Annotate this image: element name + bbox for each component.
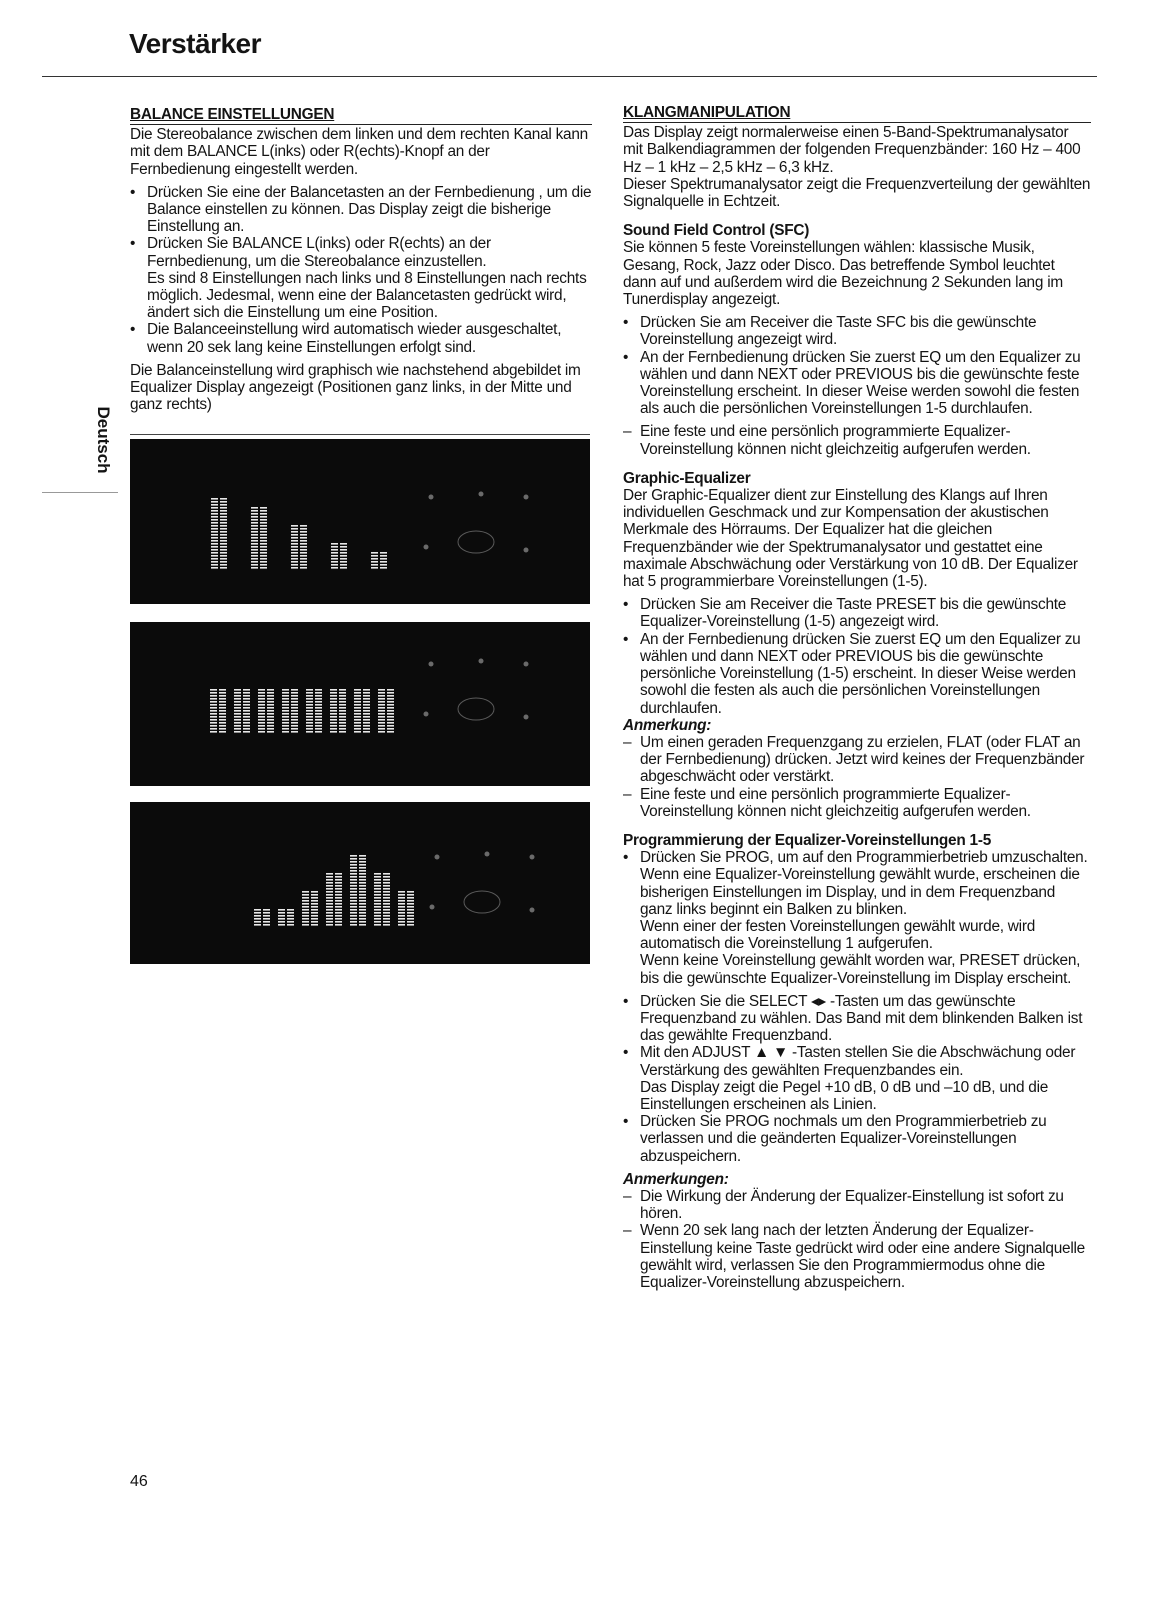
list-item: • Drücken Sie PROG, um auf den Programmierbetrieb umzuschalten. Wenn eine Equalizer-Voreinstellung gewählt wurde, erscheinen die bisherigen Einstellungen im Display, und in dem Frequenzband ganz links beginnt ein Balken zu blinken. Wenn einer der festen Voreinstellungen gewählt wurde, wird automatisch die Voreinstellung 1 aufgerufen. Wenn keine Voreinstellung gewählt worden war, PRESET drücken, bis die gewünschte Equalizer-Voreinstellung im Display erscheint. bbox=[623, 849, 1091, 987]
eq-bar-segment-column bbox=[350, 855, 357, 926]
eq-bar-segment-column bbox=[251, 507, 258, 569]
list-item: • An der Fernbedienung drücken Sie zuerst EQ um den Equalizer zu wählen und dann NEXT oder PREVIOUS bis die gewünschte feste Voreinstellung erscheint. In dieser Weise werden sowohl die festen als auch die persönlichen Voreinstellungen 1-5 durchlaufen. bbox=[623, 349, 1091, 418]
language-tab bbox=[86, 400, 120, 480]
display-panel-center bbox=[130, 622, 590, 786]
sfc-note-list bbox=[623, 423, 1091, 457]
sfc-symbol-icons bbox=[424, 659, 529, 721]
geq-paragraph: Der Graphic-Equalizer dient zur Einstellung des Klangs auf Ihren individuellen Geschmack und zur Kompensation der akustischen Merkmale des Hörraums. Der Equalizer hat die gleichen Frequenzbänder wie der Spektrumanalysator und gestattet eine maximale Abschwächung oder Verstärkung von 10 dB. Der Equalizer hat 5 programmierbare Voreinstellungen (1-5). bbox=[623, 487, 1078, 591]
sfc-symbol-icons bbox=[430, 852, 535, 914]
eq-bar-segment-column bbox=[254, 909, 261, 926]
eq-bar-segment-column bbox=[267, 689, 274, 733]
eq-bar-segment-column bbox=[407, 891, 414, 926]
eq-bar-segment-column bbox=[383, 873, 390, 926]
language-label: Deutsch bbox=[94, 406, 113, 474]
balance-graphic-text: Die Balanceinstellung wird graphisch wie nachstehend abgebildet im Equalizer Display angezeigt (Positionen ganz links, in der Mitte und ganz rechts) bbox=[130, 361, 581, 414]
list-item: • Die Balanceeinstellung wird automatisch wieder ausgeschaltet, wenn 20 sek lang keine Einstellungen erfolgt sind. bbox=[130, 321, 592, 355]
geq-heading: Graphic-Equalizer bbox=[623, 469, 751, 487]
prog-bullet-list-2 bbox=[623, 993, 1091, 1165]
notes-list bbox=[623, 1188, 1091, 1291]
eq-bar-segment-column bbox=[311, 891, 318, 926]
eq-bar-segment-column bbox=[234, 689, 241, 733]
eq-bar-segment-column bbox=[335, 873, 342, 926]
display-panel-left bbox=[130, 439, 590, 604]
balance-bullet-list bbox=[130, 184, 592, 356]
list-item: – Wenn 20 sek lang nach der letzten Änderung der Equalizer-Einstellung keine Taste gedrückt wird oder eine andere Signalquelle gewählt wird, verlassen Sie den Programmiermodus ohne die Equalizer-Voreinstellung abzuspeichern. bbox=[623, 1222, 1091, 1291]
geq-bullet-list bbox=[623, 596, 1091, 716]
page-number: 46 bbox=[130, 1473, 148, 1490]
note-heading: Anmerkung: bbox=[623, 716, 712, 734]
list-item: • Drücken Sie am Receiver die Taste SFC bis die gewünschte Voreinstellung angezeigt wird. bbox=[623, 314, 1091, 348]
eq-bar-segment-column bbox=[258, 689, 265, 733]
prog-heading: Programmierung der Equalizer-Voreinstellungen 1-5 bbox=[623, 831, 992, 849]
sfc-paragraph: Sie können 5 feste Voreinstellungen wählen: klassische Musik, Gesang, Rock, Jazz oder Disco. Das betreffende Symbol leuchtet dann auf und außerdem wird die Bezeichnung 2 Sekunden lang im Tunerdisplay angezeigt. bbox=[623, 239, 1063, 309]
list-item: – Eine feste und eine persönlich programmierte Equalizer-Voreinstellung können nicht gleichzeitig aufgerufen werden. bbox=[623, 786, 1091, 820]
eq-bar-segment-column bbox=[210, 689, 217, 733]
eq-bar-segment-column bbox=[260, 507, 267, 569]
eq-display-center-graphic bbox=[130, 622, 590, 786]
sfc-symbol-icons bbox=[424, 492, 529, 554]
display-panel-right bbox=[130, 802, 590, 964]
balance-display-illustrations bbox=[130, 434, 590, 964]
eq-bar-segment-column bbox=[398, 891, 405, 926]
left-column bbox=[130, 106, 592, 413]
eq-bar-segment-column bbox=[282, 689, 289, 733]
eq-bar-segment-column bbox=[374, 873, 381, 926]
eq-display-left-graphic bbox=[130, 439, 590, 604]
note-list bbox=[623, 734, 1091, 820]
klang-paragraph-2: Dieser Spektrumanalysator zeigt die Frequenzverteilung der gewählten Signalquelle in Echtzeit. bbox=[623, 175, 1091, 211]
balance-heading: BALANCE EINSTELLUNGEN bbox=[130, 106, 592, 125]
list-item: • Drücken Sie eine der Balancetasten an der Fernbedienung , um die Balance einstellen zu können. Das Display zeigt die bisherige Einstellung an. bbox=[130, 184, 592, 236]
balance-intro: Die Stereobalance zwischen dem linken und dem rechten Kanal kann mit dem BALANCE L(inks) oder R(echts)-Knopf an der Fernbedienung eingestellt werden. bbox=[130, 126, 588, 178]
header-rule bbox=[42, 76, 1097, 77]
list-item: – Um einen geraden Frequenzgang zu erzielen, FLAT (oder FLAT an der Fernbedienung) drücken. Jetzt wird keines der Frequenzbänder abgeschwächt oder verstärkt. bbox=[623, 734, 1091, 786]
eq-bar-segment-column bbox=[359, 855, 366, 926]
klang-paragraph: Das Display zeigt normalerweise einen 5-Band-Spektrumanalysator mit Balkendiagrammen der folgenden Frequenzbänder: 160 Hz – 400 Hz – 1 kHz – 2,5 kHz – 6,3 kHz. bbox=[623, 124, 1081, 176]
eq-bar-segment-column bbox=[219, 689, 226, 733]
page-title: Verstärker bbox=[129, 28, 262, 59]
eq-display-right-graphic bbox=[130, 802, 590, 964]
bullet-detail: Es sind 8 Einstellungen nach links und 8 Einstellungen nach rechts möglich. Jedesmal, wenn eine der Balancetasten gedrückt wird, ändert sich die Einstellung um eine Position. bbox=[147, 269, 587, 322]
eq-bar-segment-column bbox=[211, 498, 218, 569]
eq-bar-segment-column bbox=[291, 525, 298, 569]
prog-bullet-list bbox=[623, 849, 1091, 987]
list-item: • Drücken Sie die SELECT ◂▸ -Tasten um das gewünschte Frequenzband zu wählen. Das Band mit dem blinkenden Balken ist das gewählte Frequenzband. bbox=[623, 993, 1091, 1045]
klang-heading: KLANGMANIPULATION bbox=[623, 104, 1091, 123]
eq-bar-segment-column bbox=[243, 689, 250, 733]
right-column bbox=[623, 104, 1091, 1291]
eq-bar-segment-column bbox=[378, 689, 385, 733]
list-item: • Mit den ADJUST ▲ ▼ -Tasten stellen Sie die Abschwächung oder Verstärkung des gewählten Frequenzbandes ein. Das Display zeigt die Pegel +10 dB, 0 dB und –10 dB, und die Einstellungen erscheinen als Linien. bbox=[623, 1044, 1091, 1113]
eq-bar-segment-column bbox=[331, 543, 338, 569]
list-item: – Die Wirkung der Änderung der Equalizer-Einstellung ist sofort zu hören. bbox=[623, 1188, 1091, 1222]
eq-bar-segment-column bbox=[220, 498, 227, 569]
side-rule bbox=[42, 492, 118, 493]
eq-bar-segment-column bbox=[278, 909, 285, 926]
list-item: • An der Fernbedienung drücken Sie zuerst EQ um den Equalizer zu wählen und dann NEXT oder PREVIOUS bis die gewünschte persönliche Voreinstellung (1-5) erscheint. In dieser Weise werden sowohl die festen als auch die persönlichen Voreinstellungen durchlaufen. bbox=[623, 631, 1091, 717]
eq-bar-segment-column bbox=[306, 689, 313, 733]
list-item: – Eine feste und eine persönlich programmierte Equalizer-Voreinstellung können nicht gleichzeitig aufgerufen werden. bbox=[623, 423, 1091, 457]
eq-bar-segment-column bbox=[315, 689, 322, 733]
eq-bar-segment-column bbox=[354, 689, 361, 733]
sfc-bullet-list bbox=[623, 314, 1091, 417]
illustration-rule bbox=[130, 434, 590, 435]
list-item: • Drücken Sie PROG nochmals um den Programmierbetrieb zu verlassen und die geänderten Equalizer-Voreinstellungen abzuspeichern. bbox=[623, 1113, 1091, 1165]
list-item: • Drücken Sie BALANCE L(inks) oder R(echts) an der Fernbedienung, um die Stereobalance einzustellen. Es sind 8 Einstellungen nach links und 8 Einstellungen nach rechts möglich. Jedesmal, wenn eine der Balancetasten gedrückt wird, ändert sich die Einstellung um eine Position. bbox=[130, 235, 592, 321]
sfc-heading: Sound Field Control (SFC) bbox=[623, 222, 810, 240]
eq-bar-segment-column bbox=[339, 689, 346, 733]
eq-bar-segment-column bbox=[371, 552, 378, 569]
eq-bar-segment-column bbox=[300, 525, 307, 569]
eq-bar-segment-column bbox=[287, 909, 294, 926]
eq-bar-segment-column bbox=[340, 543, 347, 569]
eq-bar-segment-column bbox=[302, 891, 309, 926]
list-item: • Drücken Sie am Receiver die Taste PRESET bis die gewünschte Equalizer-Voreinstellung (1-5) angezeigt wird. bbox=[623, 596, 1091, 630]
eq-bar-segment-column bbox=[380, 552, 387, 569]
eq-bar-segment-column bbox=[330, 689, 337, 733]
eq-bar-segment-column bbox=[326, 873, 333, 926]
eq-bar-segment-column bbox=[387, 689, 394, 733]
eq-bar-segment-column bbox=[291, 689, 298, 733]
eq-bar-segment-column bbox=[263, 909, 270, 926]
eq-bar-segment-column bbox=[363, 689, 370, 733]
notes-heading: Anmerkungen: bbox=[623, 1170, 729, 1188]
